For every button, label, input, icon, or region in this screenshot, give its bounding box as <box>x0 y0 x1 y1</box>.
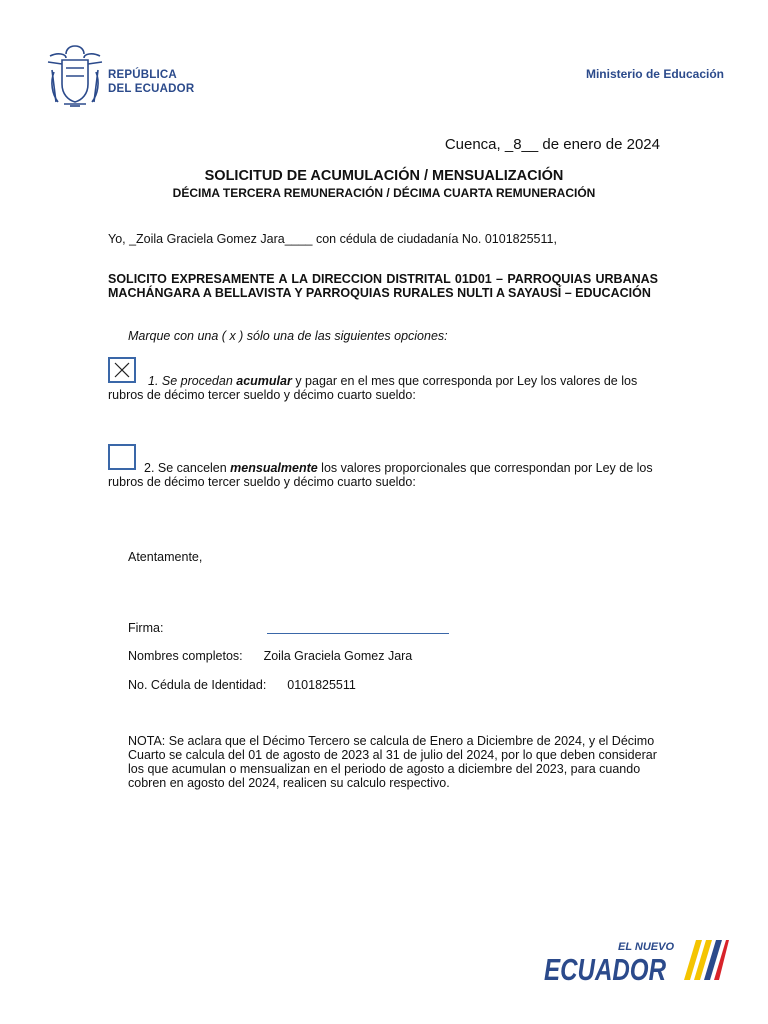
id-number-row <box>128 678 356 692</box>
option-1-emphasis: acumular <box>236 374 292 388</box>
option-2-suffix: los valores proporcionales que correspondan por Ley de los rubros de décimo tercer sueldo y décimo cuarto sueldo: <box>108 461 653 489</box>
signature-label: Firma: <box>128 621 164 635</box>
logo-big-text: ECUADOR <box>544 952 667 987</box>
id-number-label: No. Cédula de Identidad: <box>128 678 267 692</box>
document-subtitle: DÉCIMA TERCERA REMUNERACIÓN / DÉCIMA CUARTA REMUNERACIÓN <box>172 186 596 200</box>
note-paragraph: NOTA: Se aclara que el Décimo Tercero se calcula de Enero a Diciembre de 2024, y el Décimo Cuarto se calcula del 01 de agosto de 2023 al 31 de julio del 2024, por lo que deben considerar los que acumulan o mensualizan en el periodo de agosto a diciembre del 2023, para cuando cobren en agosto del 2024, realicen su calculo respectivo. <box>128 734 657 790</box>
country-line-2: DEL ECUADOR <box>108 83 195 95</box>
full-name-value: Zoila Graciela Gomez Jara <box>263 649 413 663</box>
ministry-name: Ministerio de Educación <box>585 67 724 81</box>
flag-stripes-icon <box>684 940 729 980</box>
option-2-prefix: 2. Se cancelen <box>144 461 231 475</box>
country-name <box>108 68 194 96</box>
option-2-text <box>108 461 658 489</box>
full-name-row <box>128 649 412 663</box>
option-1-prefix: 1. Se procedan <box>148 374 237 388</box>
full-name-label: Nombres completos: <box>128 649 243 663</box>
option-1-suffix: y pagar en el mes que corresponda por Ley los valores de los rubros de décimo tercer sueldo y décimo cuarto sueldo: <box>108 374 638 402</box>
logo-small-text: EL NUEVO <box>618 941 675 953</box>
request-paragraph: SOLICITO EXPRESAMENTE A LA DIRECCION DISTRITAL 01D01 – PARROQUIAS URBANAS MACHÁNGARA A BELLAVISTA Y PARROQUIAS RURALES NULTI A SAYAUSÍ – EDUCACIÓN <box>108 272 658 300</box>
option-1-text <box>108 374 658 402</box>
document-title: SOLICITUD DE ACUMULACIÓN / MENSUALIZACIÓN <box>204 168 564 184</box>
date-line: Cuenca, _8__ de enero de 2024 <box>444 136 660 153</box>
instructions: Marque con una ( x ) sólo una de las siguientes opciones: <box>128 329 448 343</box>
signature-line[interactable] <box>267 633 449 634</box>
signoff: Atentamente, <box>128 550 203 564</box>
country-line-1: REPÚBLICA <box>108 69 177 81</box>
el-nuevo-ecuador-logo <box>544 936 729 988</box>
intro-paragraph: Yo, _Zoila Graciela Gomez Jara____ con cédula de ciudadanía No. 0101825511, <box>108 232 557 246</box>
id-number-value: 0101825511 <box>287 678 356 692</box>
coat-of-arms-icon <box>44 42 106 110</box>
option-2-emphasis: mensualmente <box>230 461 318 475</box>
